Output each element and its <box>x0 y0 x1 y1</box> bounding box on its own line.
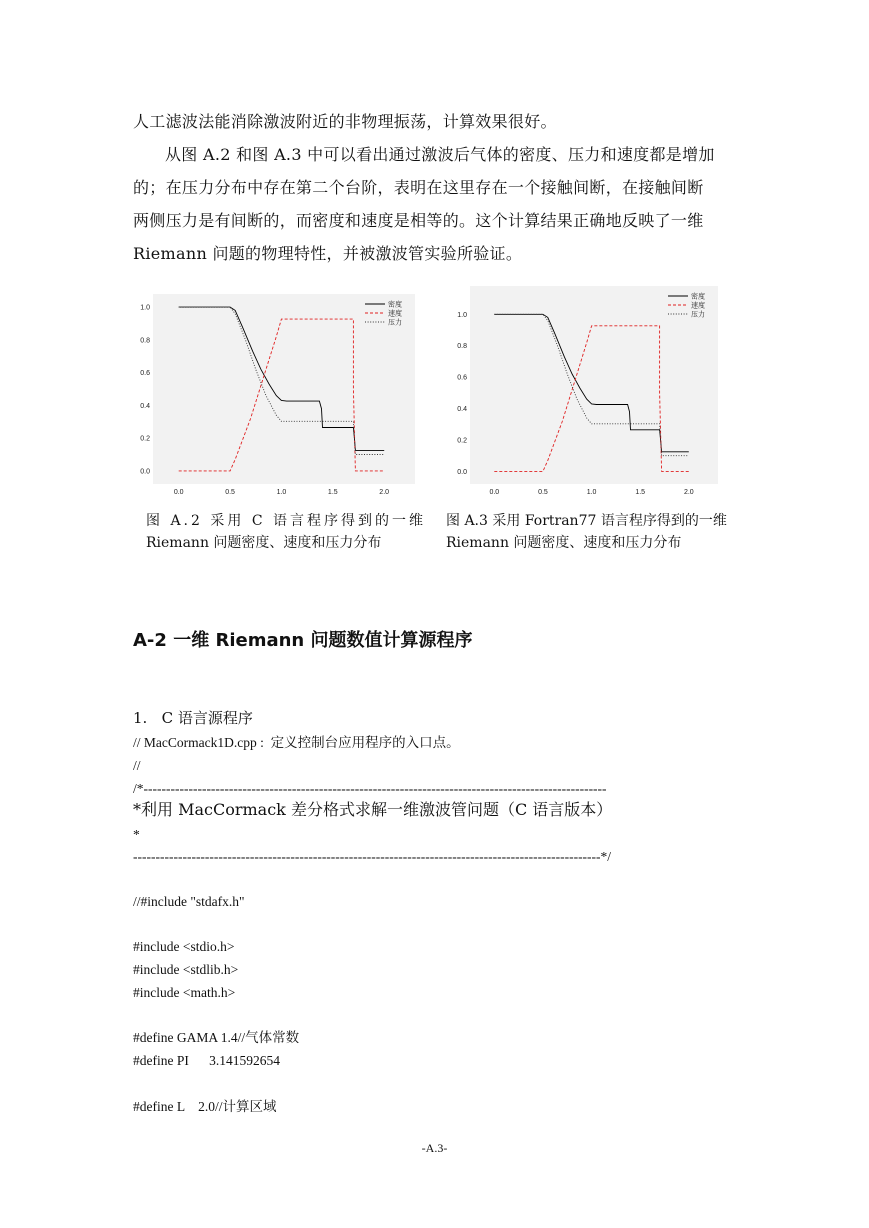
legend-label: 压力 <box>388 319 402 327</box>
paragraph-line: 从图 A.2 和图 A.3 中可以看出通过激波后气体的密度、压力和速度都是增加 <box>165 145 715 164</box>
code-line: --------------------------------------------------------------------------------------------------------*/ <box>133 849 612 864</box>
y-tick-label: 0.2 <box>457 437 467 445</box>
code-line: /*------------------------------------------------------------------------------------------------------- <box>133 781 607 796</box>
x-tick-label: 0.0 <box>173 489 184 496</box>
figure-a2-chart <box>133 290 423 500</box>
x-tick-label: 2.0 <box>379 489 390 496</box>
y-tick-label: 0.2 <box>140 435 150 443</box>
code-line: #include <stdio.h> <box>133 939 235 954</box>
code-line: #include <math.h> <box>133 985 236 1000</box>
x-tick-label: 1.0 <box>586 489 597 496</box>
legend-label: 速度 <box>691 302 705 310</box>
y-tick-label: 0.4 <box>457 406 467 414</box>
paragraph-line: 人工滤波法能消除激波附近的非物理振荡，计算效果很好。 <box>133 112 557 131</box>
x-tick-label: 0.0 <box>489 489 500 496</box>
x-tick-label: 0.5 <box>225 489 235 496</box>
figure-a3-caption-line1: 图 A.3 采用 Fortran77 语言程序得到的一维 <box>446 513 727 529</box>
legend-box <box>666 289 714 320</box>
code-line: // MacCormack1D.cpp : 定义控制台应用程序的入口点。 <box>133 735 460 750</box>
code-line: *利用 MacCormack 差分格式求解一维激波管问题（C 语言版本） <box>133 800 613 819</box>
x-tick-label: 0.5 <box>538 489 548 496</box>
section-heading: A-2 一维 Riemann 问题数值计算源程序 <box>133 630 473 651</box>
figure-a2-caption-line1: 图 A.2 采用 C 语言程序得到的一维 <box>146 513 426 529</box>
x-tick-label: 1.5 <box>327 489 338 496</box>
figure-a3-caption-line2: Riemann 问题密度、速度和压力分布 <box>446 535 682 551</box>
y-tick-label: 0.0 <box>457 468 467 476</box>
figure-a3-chart <box>450 282 726 500</box>
x-tick-label: 1.0 <box>276 489 287 496</box>
code-line: //#include "stdafx.h" <box>133 894 245 909</box>
y-tick-label: 0.8 <box>457 343 467 351</box>
page-number: -A.3- <box>421 1141 448 1155</box>
code-line: #define L 2.0//计算区域 <box>133 1099 277 1114</box>
legend-box <box>363 297 411 328</box>
y-tick-label: 0.8 <box>140 337 150 345</box>
legend-label: 速度 <box>388 310 402 318</box>
x-tick-label: 2.0 <box>683 489 694 496</box>
y-tick-label: 0.4 <box>140 402 150 410</box>
legend-label: 密度 <box>691 293 705 301</box>
code-line: * <box>133 827 140 842</box>
legend-label: 压力 <box>691 311 705 319</box>
y-tick-label: 0.0 <box>140 468 150 476</box>
code-line: // <box>133 758 141 773</box>
paragraph-line: 两侧压力是有间断的，而密度和速度是相等的。这个计算结果正确地反映了一维 <box>133 211 704 230</box>
code-line: #define GAMA 1.4//气体常数 <box>133 1030 300 1045</box>
paragraph-line: 的；在压力分布中存在第二个台阶，表明在这里存在一个接触间断，在接触间断 <box>133 178 704 197</box>
y-tick-label: 1.0 <box>457 311 467 319</box>
code-line: #include <stdlib.h> <box>133 962 239 977</box>
legend-label: 密度 <box>388 301 402 309</box>
code-subsection-title: 1. C 语言源程序 <box>133 709 253 727</box>
paragraph-line: Riemann 问题的物理特性，并被激波管实验所验证。 <box>133 244 523 263</box>
y-tick-label: 0.6 <box>457 374 467 382</box>
x-tick-label: 1.5 <box>635 489 646 496</box>
body-paragraph <box>133 105 738 270</box>
y-tick-label: 1.0 <box>140 304 150 312</box>
code-line: #define PI 3.141592654 <box>133 1053 280 1068</box>
y-tick-label: 0.6 <box>140 370 150 378</box>
figure-a2-caption-line2: Riemann 问题密度、速度和压力分布 <box>146 535 382 551</box>
